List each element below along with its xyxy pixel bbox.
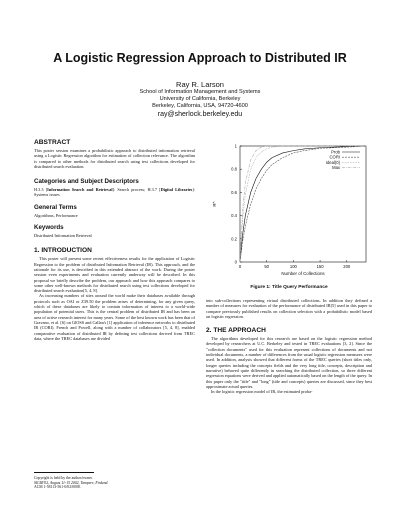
x-tick-label: 50 [264, 264, 270, 269]
right-column [206, 298, 372, 394]
abstract-heading: ABSTRACT [34, 139, 71, 146]
author-affiliation-2: University of California, Berkeley [159, 96, 241, 102]
copyright-line-1: Copyright is held by the author/owner. [34, 476, 93, 480]
series-line-prob [240, 146, 366, 262]
legend-label: CORI [329, 154, 340, 160]
y-tick-label: 0.6 [231, 189, 237, 195]
legend-label: Prob [331, 149, 340, 155]
series-line-max [240, 146, 366, 262]
keywords-heading: Keywords [34, 224, 64, 232]
paper-title: A Logistic Regression Approach to Distributed IR [53, 51, 347, 65]
y-tick-label: 0.2 [231, 236, 237, 242]
keywords-text: Distributed Information Retrieval [34, 233, 92, 239]
cat-code-1: H.3.3 [ [34, 187, 48, 193]
copyright-line-2: SIGIR'02, August 11-15 2002, Tampere, Finland. [34, 480, 109, 485]
approach-paragraph-1: The algorithms developed for this research are based on the logistic regression method developed by researchers at U.C. Berkeley and tested in TREC evaluations [3, 2]. Since the "collection documents" used for this evaluation represent collections of documents and not individual documents, a number of differences from the usual logistic regression measures were used. In addition, analysis showed that different forms of the TREC queries (short titles only, longer queries including the concepts fields and the very long title, concepts, description and narrative) behaved quite differently in searching the distributed collection, so three different regression equations were derived and applied automatically based on the length of the query. In this paper only the "title" and "long" (title and concepts) queries are discussed, since they best approximate actual queries. [206, 336, 372, 389]
x-tick-label: 200 [343, 264, 351, 269]
series-line-cori [240, 146, 366, 262]
cat-name-1: Information Search and Retrieval [47, 187, 113, 193]
title-query-performance-chart [206, 138, 372, 276]
approach-heading: 2. THE APPROACH [206, 327, 266, 335]
legend-label: Ideal(0) [325, 159, 340, 165]
copyright-block [34, 476, 195, 490]
intro-paragraph-1: This poster will present some recent effectiveness results for the application of Logistic Regression to the problem of distributed Information Retrieval (IR). This approach, and the rationale for its use, is described in this extended abstract of the work. During the poster session even experiments and evaluation currently underway will be described. In this proposal we briefly describe the problem, our approach and how this approach compares to some other well-known methods for distributed search using test collections developed for distributed search evaluation[5, 4, 8]. [34, 256, 195, 294]
x-tick-label: 0 [238, 264, 242, 269]
cat-name-2: Digital Libraries [160, 187, 193, 193]
y-axis-label: R^ [212, 201, 217, 207]
legend-label: Max [332, 165, 340, 170]
cat-tail: ]: Systems issues [34, 187, 195, 198]
y-tick-label: 0.8 [231, 166, 237, 172]
y-tick-label: 1 [234, 143, 237, 149]
y-tick-label: 0.4 [231, 213, 237, 219]
cat-code-2: ]: Search process; H.3.7 [ [112, 187, 161, 193]
author-affiliation-3: Berkeley, California, USA, 94720-4600 [152, 103, 248, 109]
general-terms-heading: General Terms [34, 203, 77, 211]
series-line-ideal0 [240, 146, 366, 262]
x-tick-label: 150 [316, 264, 324, 269]
left-column [34, 139, 195, 341]
categories-text [34, 187, 195, 198]
copyright-line-3: ACM 1-58113-561-0/02/0008. [34, 485, 81, 490]
author-affiliation-1: School of Information Management and Systems [139, 89, 261, 95]
author-email: ray@sherlock.berkeley.edu [157, 111, 243, 118]
plot-frame [240, 146, 366, 262]
general-terms-text: Algorithms, Performance [34, 212, 78, 218]
intro-heading: 1. INTRODUCTION [34, 247, 92, 255]
intro-paragraph-2: As increasing numbers of sites around the world make their databases available through protocols such as OAI or Z39.50 the problem arises of determining, for any given query, which of these databases are likely to contain information of interest to a world-wide population of potential users. This is the central problem of distributed IR and has been an area of active research interest for many years. Some of the best known work has been that of Gravano, et al. [6] on GlOSS and Callan's [1] application of inference networks to distributed IR (CORI). French and Powell, along with a number of collaborators [5, 4, 8], enabled comparative evaluation of distributed IR by defining test collections derived from TREC data, where the TREC databases are divided [34, 293, 195, 341]
figure-caption: Figure 1: Title Query Performance [250, 285, 328, 290]
x-axis-label: Number of Collections [281, 271, 325, 276]
abstract-text: This poster session examines a probabilistic approach to distributed information retrieval using a Logistic Regression algorithm for estimation of collection relevance. The algorithm is compared to other methods for distributed search using test collections developed for distributed search evaluation. [34, 148, 195, 169]
author-name: Ray R. Larson [176, 80, 224, 89]
right-paragraph-1: into sub-collections representing virtual distributed collections. In addition they defined a number of measures for evaluation of the performance of distributed IR[5] used in this paper to compare previously published results on collection selection with a probabilistic model based on logistic regression. [206, 298, 372, 319]
approach-paragraph-2: In the logistic regression model of IR, the estimated proba- [211, 389, 313, 395]
y-tick-label: 0 [234, 259, 237, 265]
x-tick-label: 100 [289, 264, 297, 269]
footnote-rule [34, 472, 94, 473]
categories-heading: Categories and Subject Descriptors [34, 178, 139, 186]
